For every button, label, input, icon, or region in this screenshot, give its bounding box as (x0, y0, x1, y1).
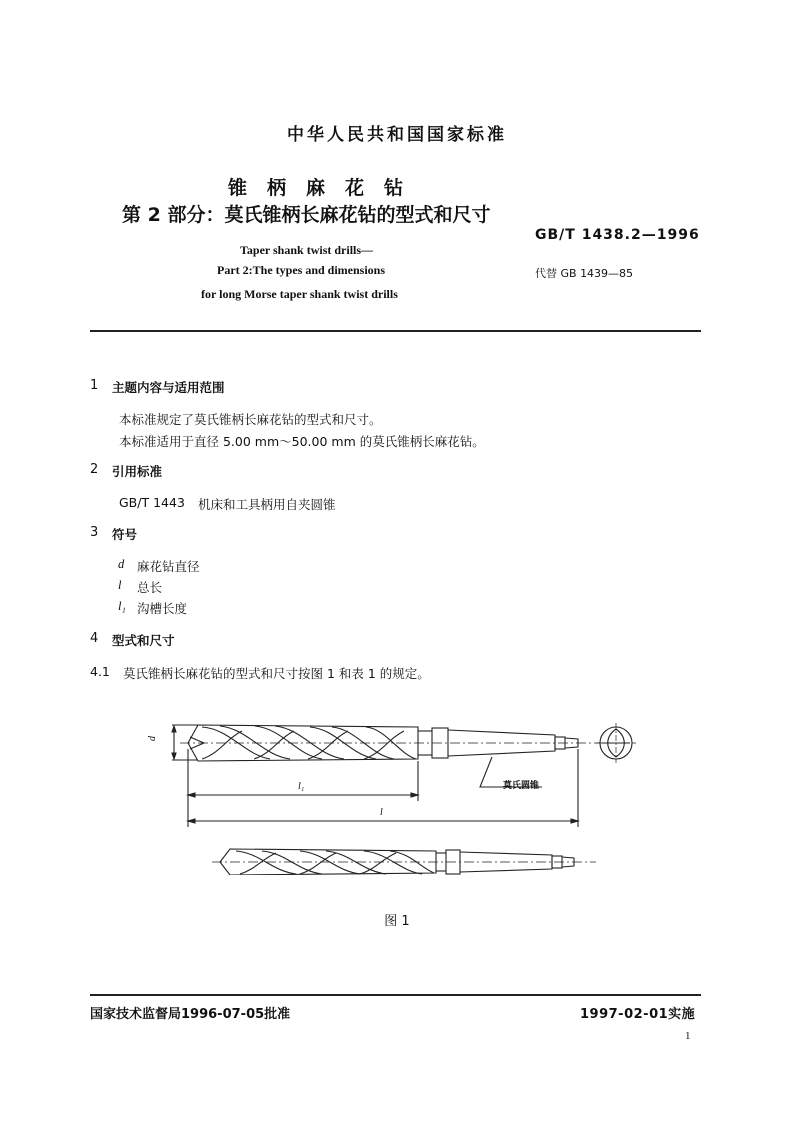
symbol-l-desc: 总长 (137, 580, 163, 595)
page-number: 1 (685, 1030, 691, 1042)
title-en-line1: Taper shank twist drills— (240, 243, 374, 257)
section-1-number: 1 (90, 378, 99, 393)
label-d: d (147, 736, 158, 741)
header-divider (90, 330, 701, 332)
label-l: l (380, 807, 383, 818)
subsection-4-1-number: 4.1 (90, 664, 110, 679)
section-3-number: 3 (90, 525, 99, 540)
header-org: 中华人民共和国国家标准 (287, 125, 507, 145)
section-1-title: 主题内容与适用范围 (112, 380, 225, 395)
section-4-title: 型式和尺寸 (112, 633, 175, 648)
title-en-line3: for long Morse taper shank twist drills (201, 287, 398, 301)
symbol-d: d (118, 557, 125, 571)
reference-title: 机床和工具柄用自夹圆锥 (198, 497, 336, 512)
section-3-title: 符号 (112, 527, 138, 542)
symbol-l1-desc: 沟槽长度 (137, 601, 188, 616)
figure-caption: 图 1 (384, 914, 410, 929)
implementation-date: 1997-02-01实施 (580, 1007, 696, 1022)
title-cn-main: 锥柄麻花钻 (228, 177, 424, 199)
end-view (596, 723, 636, 763)
section-1-para-2: 本标准适用于直径 5.00 mm～50.00 mm 的莫氏锥柄长麻花钻。 (119, 434, 485, 449)
symbol-l: l (118, 578, 122, 592)
label-l1: l₁ (298, 781, 305, 792)
standard-number: GB/T 1438.2—1996 (535, 227, 700, 243)
section-2-number: 2 (90, 462, 99, 477)
section-1-para-1: 本标准规定了莫氏锥柄长麻花钻的型式和尺寸。 (119, 412, 382, 427)
subsection-4-1-text: 莫氏锥柄长麻花钻的型式和尺寸按图 1 和表 1 的规定。 (123, 666, 430, 681)
drill-figure (150, 715, 650, 875)
symbol-l1: l₁ (118, 599, 126, 613)
reference-code: GB/T 1443 (119, 495, 185, 510)
title-en-line2: Part 2:The types and dimensions (217, 263, 386, 277)
section-2-title: 引用标准 (112, 464, 163, 479)
section-4-number: 4 (90, 631, 99, 646)
lower-drill (212, 849, 596, 875)
label-morse-taper: 莫氏圆锥 (503, 781, 540, 791)
approval-line: 国家技术监督局1996-07-05批准 (90, 1007, 291, 1022)
title-cn-sub: 第 2 部分：莫氏锥柄长麻花钻的型式和尺寸 (122, 204, 491, 226)
symbol-d-desc: 麻花钻直径 (137, 559, 200, 574)
footer-divider (90, 994, 701, 996)
replaces-standard: 代替 GB 1439—85 (535, 267, 634, 280)
